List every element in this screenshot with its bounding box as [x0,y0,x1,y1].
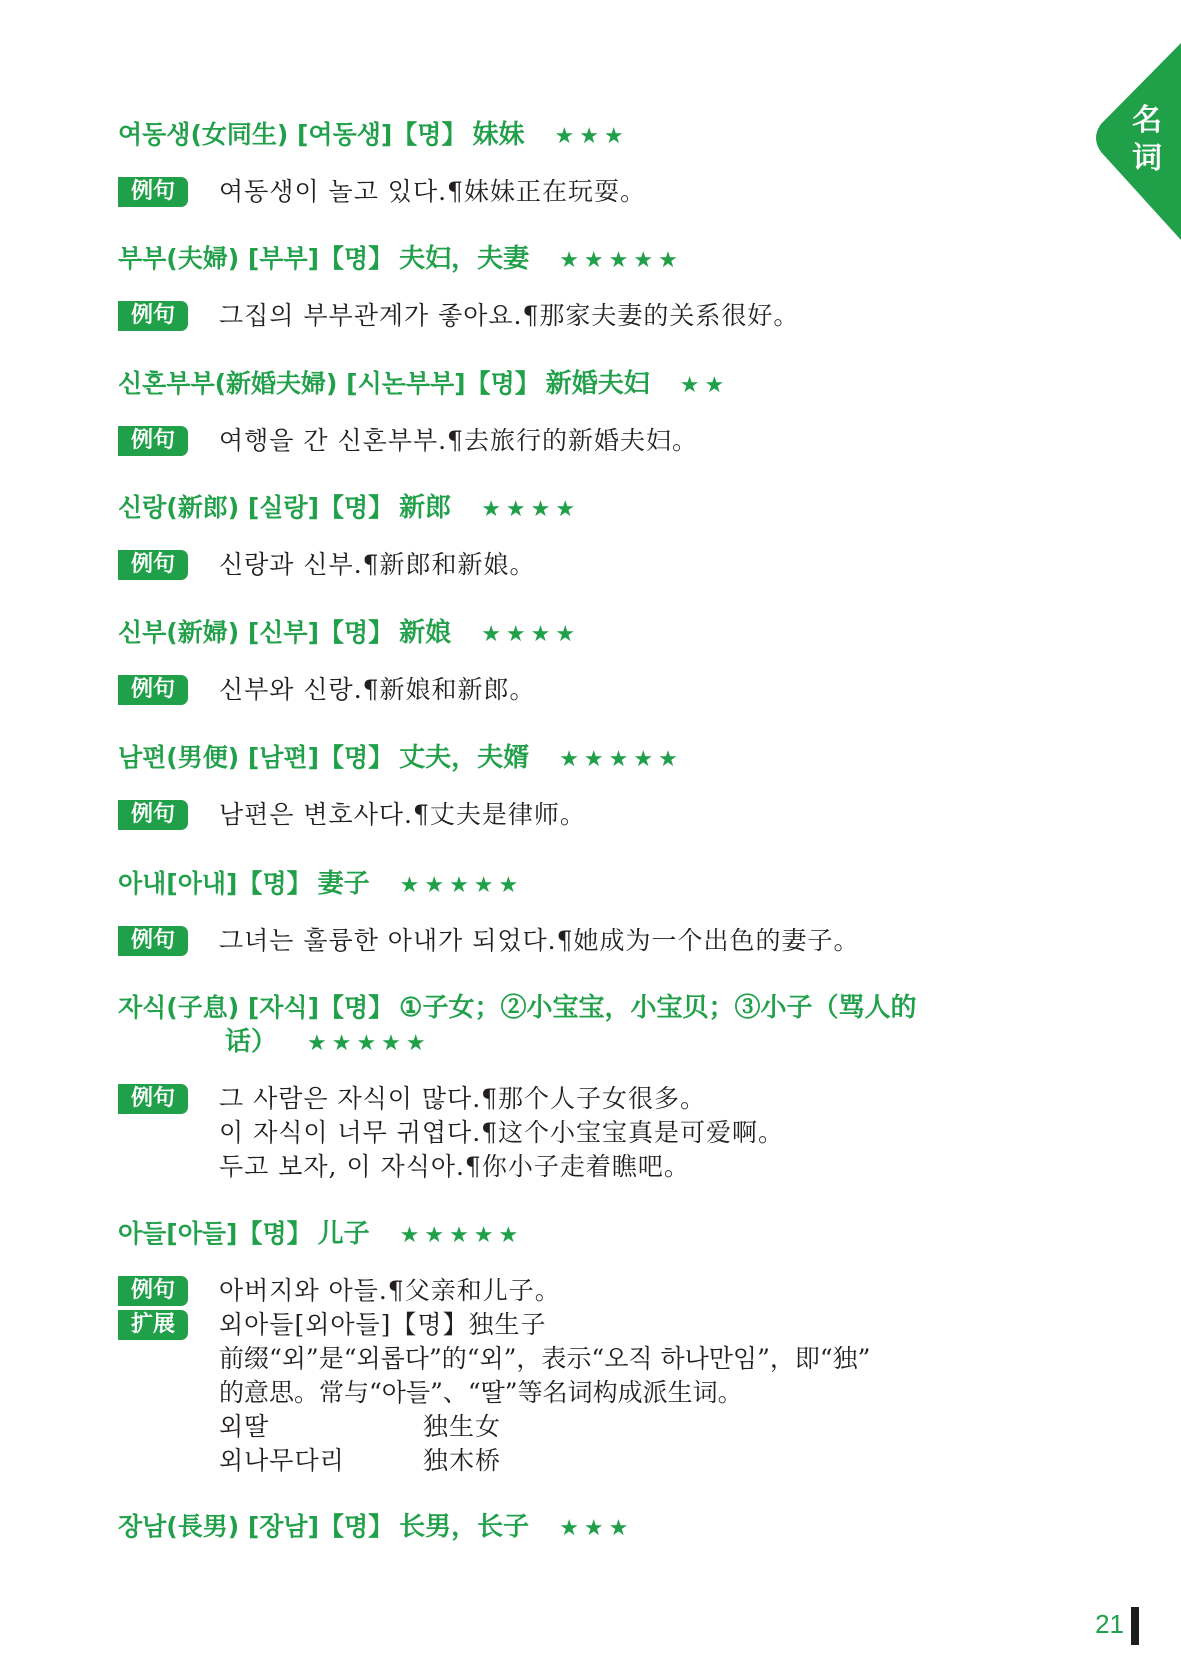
example-badge: 例句 [118,1276,188,1306]
meaning: 新娘 [399,618,452,648]
headword: 남편(男便) [남편]【명】 [118,743,394,772]
star-rating: ★★★ [559,1516,634,1541]
derived-word-row [219,1444,1121,1478]
entry-sinhonbubu [118,367,1121,458]
entry-sinrang [118,491,1121,582]
extension-headword: 외아들[외아들]【명】独生子 [219,1310,547,1339]
example-sentence: 남편은 변호사다.¶丈夫是律师。 [219,800,586,829]
star-rating: ★★★★★ [559,747,683,772]
entry-yeodongsaeng [118,118,1121,209]
meaning: 儿子 [317,1219,370,1249]
entry-heading [118,491,1121,525]
page-number: 21 [1095,1609,1124,1639]
example-block [118,175,1121,209]
entry-heading [118,867,1121,901]
example-badge: 例句 [118,550,188,580]
extension-note-line: 前缀“외”是“외롭다”的“외”，表示“오직 하나만임”，即“独” [219,1344,871,1373]
entry-jangnam [118,1510,1121,1544]
example-sentence: 신부와 신랑.¶新娘和新郎。 [219,675,536,704]
example-block [118,548,1121,582]
entry-heading [118,1217,1121,1251]
example-block [118,424,1121,458]
example-block [118,924,1121,958]
derived-chinese: 独生女 [423,1412,502,1441]
star-rating: ★★★★★ [559,248,683,273]
headword: 신부(新婦) [신부]【명】 [118,618,394,647]
example-block [118,1274,1121,1478]
meaning: ①子女；②小宝宝，小宝贝；③小子（骂人的 [399,993,917,1023]
headword: 신혼부부(新婚夫婦) [시논부부]【명】 [118,369,540,398]
example-sentence: 두고 보자, 이 자식아.¶你小子走着瞧吧。 [219,1152,690,1181]
star-rating: ★★★★ [481,497,581,522]
example-sentence: 여행을 간 신혼부부.¶去旅行的新婚夫妇。 [219,426,698,455]
example-badge: 例句 [118,301,188,331]
star-rating: ★★★★★ [399,873,524,898]
category-tab-label-2: 词 [1132,141,1162,176]
derived-korean: 외나무다리 [219,1446,345,1475]
entry-nampyeon [118,741,1121,832]
meaning: 新婚夫妇 [545,369,650,399]
category-tab-label-1: 名 [1132,103,1162,138]
headword: 자식(子息) [자식]【명】 [118,993,394,1022]
derived-chinese: 独木桥 [423,1446,502,1475]
example-sentence: 그녀는 훌륭한 아내가 되었다.¶她成为一个出色的妻子。 [219,926,860,955]
entry-heading [118,1510,1121,1544]
headword: 부부(夫婦) [부부]【명】 [118,244,394,273]
star-rating: ★★★★★ [399,1223,524,1248]
meaning: 新郎 [399,493,452,523]
example-badge: 例句 [118,426,188,456]
example-badge: 例句 [118,1084,188,1114]
headword: 신랑(新郎) [실랑]【명】 [118,493,394,522]
headword: 아내[아내]【명】 [118,869,312,898]
entry-anae [118,867,1121,958]
entry-heading [118,118,1121,152]
meaning: 丈夫，夫婿 [399,743,530,773]
example-block [118,798,1121,832]
example-sentence: 여동생이 놀고 있다.¶妹妹正在玩耍。 [219,177,646,206]
meaning-continued: 话） [225,1027,278,1057]
derived-korean: 외딸 [219,1412,270,1441]
entry-bubu [118,242,1121,333]
example-sentence: 신랑과 신부.¶新郎和新娘。 [219,550,536,579]
meaning: 长男，长子 [399,1512,530,1542]
example-sentence: 그집의 부부관계가 좋아요.¶那家夫妻的关系很好。 [219,301,800,330]
star-rating: ★★★★ [481,622,581,647]
entry-heading [118,741,1121,775]
meaning: 妹妹 [472,120,525,150]
star-rating: ★★ [679,373,730,398]
example-block [118,1082,1121,1184]
example-badge: 例句 [118,926,188,956]
example-block [118,299,1121,333]
example-sentence: 아버지와 아들.¶父亲和儿子。 [219,1276,561,1305]
entry-heading [118,242,1121,276]
headword: 아들[아들]【명】 [118,1219,312,1248]
entry-sinbu [118,616,1121,707]
entry-heading [118,367,1121,401]
entry-heading [118,616,1121,650]
star-rating: ★★★★★ [307,1031,431,1056]
headword: 장남(長男) [장남]【명】 [118,1512,394,1541]
example-block [118,673,1121,707]
example-sentence: 그 사람은 자식이 많다.¶那个人子女很多。 [219,1084,707,1113]
extension-badge: 扩展 [118,1310,188,1340]
page-number-bar [1131,1607,1139,1645]
example-badge: 例句 [118,800,188,830]
entry-jasik [118,991,1121,1184]
entry-heading [118,991,1121,1025]
headword: 여동생(女同生) [여동생]【명】 [118,120,467,149]
example-badge: 例句 [118,675,188,705]
star-rating: ★★★ [554,124,629,149]
entry-heading-continued [118,1025,1121,1059]
meaning: 夫妇，夫妻 [399,244,530,274]
example-sentence: 이 자식이 너무 귀엽다.¶这个小宝宝真是可爱啊。 [219,1118,785,1147]
example-badge: 例句 [118,177,188,207]
meaning: 妻子 [317,869,370,899]
derived-word-row [219,1410,1121,1444]
entry-adeul [118,1217,1121,1478]
extension-note-line: 的意思。常与“아들”、“딸”等名词构成派生词。 [219,1378,743,1407]
